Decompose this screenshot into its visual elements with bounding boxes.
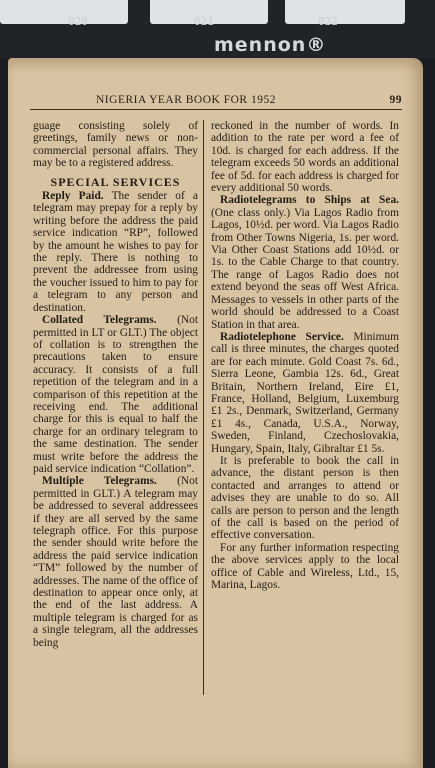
paragraph-ships — [211, 194, 399, 330]
frame-number-1: 020 — [68, 15, 88, 28]
reply-paid-lead: Reply Paid. — [42, 190, 104, 203]
paragraph-radiotelephone — [211, 331, 399, 455]
paragraph-words: reckoned in the number of words. In addition to the rate per word a fee of 10d. is charged for each address. If the telegram exceeds 50 words an additional fee of 5d. for each address is charged for every additional 50 words. — [211, 120, 399, 195]
collated-lead: Collated Telegrams. — [42, 314, 157, 327]
right-column — [211, 120, 399, 591]
frame-number-3: 022 — [318, 15, 338, 28]
paragraph-continued: guage consisting solely of greetings, family news or non-commercial personal affairs. They may be to a registered address. — [33, 120, 198, 170]
radiotelephone-lead: Radiotelephone Service. — [220, 330, 344, 343]
film-frame-1 — [0, 0, 128, 24]
paragraph-multiple — [33, 475, 198, 649]
ships-text: (One class only.) Via Lagos Radio from Lagos, 10½d. per word. Via Lagos Radio from Other Towns Nigeria, 1s. per word. Via Other Coast Stations add 10½d. or 1s. to the Cable Charge to that country. The range of Lagos Radio does not extend beyond the seas off West Africa. Messages to vessels in other parts of the world should be addressed to a Coast Station in that area. — [211, 206, 399, 331]
radiotelephone-text: Minimum call is three minutes, the charges quoted are for each minute. Gold Coast 7s. 6d., Sierra Leone, Gambia 12s. 6d., Great Britain, Northern Ireland, Eire £1, France, Holland, Belgium, Luxemburg £1 2s., Denmark, Switzerland, Germany £1 4s., Canada, U.S.A., Norway, Sweden, Finland, Czechoslovakia, Hungary, Spain, Italy, Gibraltar £1 5s. — [211, 330, 399, 455]
multiple-lead: Multiple Telegrams. — [42, 475, 157, 488]
paragraph-booking: It is preferable to book the call in advance, the distant person is then contacted and arranges to attend or advises they are unable to do so. All calls are person to person and the length of the call is based on the period of effective conversation. — [211, 454, 399, 542]
left-column — [33, 120, 198, 649]
frame-number-2: 021 — [194, 15, 214, 28]
header-rule — [30, 109, 402, 110]
film-frame-3 — [285, 0, 405, 24]
film-strip — [0, 0, 435, 58]
section-heading: SPECIAL SERVICES — [50, 174, 181, 189]
paragraph-reply-paid — [33, 190, 198, 314]
ships-lead: Radiotelegrams to Ships at Sea. — [220, 194, 399, 207]
header-title: NIGERIA YEAR BOOK FOR 1952 — [96, 94, 276, 106]
paragraph-collated — [33, 314, 198, 475]
collated-text: (Not permitted in LT or GLT.) The object of collation is to strengthen the precautions taken to ensure accuracy. It consists of a full repetition of the telegram and in a comparison of this repetition at the receiving end. The additional charge for this is equal to half the charge for an ordinary telegram to the same destination. The sender must write before the address the paid service indication “Collation”. — [33, 314, 198, 475]
multiple-text: (Not permitted in GLT.) A telegram may be addressed to several addressees if they are all served by the same telegraph office. For this purpose the sender should write before the address the paid service indication “TM” followed by the number of addresses. The name of the office of destination to appear once only, at the end of the last address. A multiple telegram is charged for as a single telegram, all the addresses being — [33, 475, 198, 649]
brand-logo: mennon® — [214, 34, 327, 56]
paragraph-further-info: For any further information respecting the above services apply to the local office of Cable and Wireless, Ltd., 15, Marina, Lagos. — [211, 541, 399, 592]
column-divider — [203, 120, 204, 695]
reply-paid-text: The sender of a telegram may prepay for a reply by writing before the address the paid service indication “RP”, followed by the amount he wishes to pay for the reply. There is nothing to prevent the addressee from using the voucher issued to him to pay for a telegram to any person and destination. — [33, 190, 198, 314]
page-number: 99 — [389, 94, 402, 106]
